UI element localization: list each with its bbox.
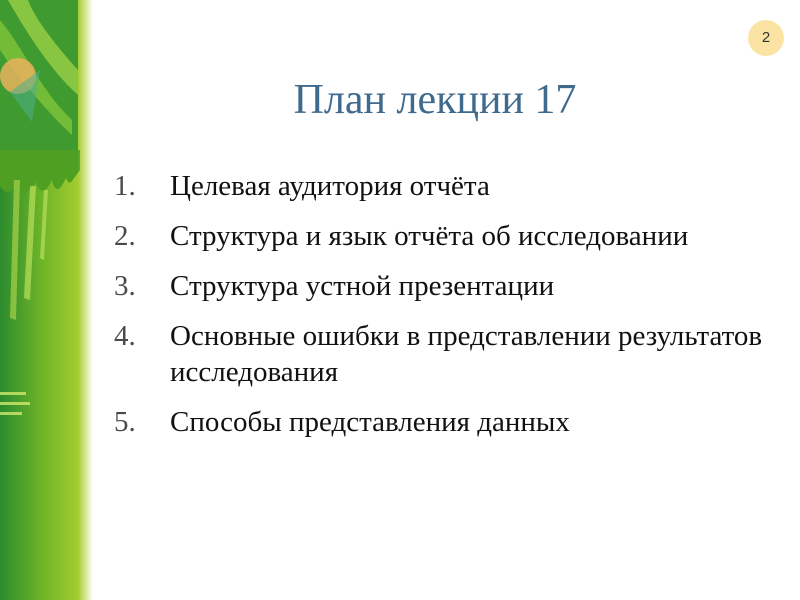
agenda-list <box>114 168 764 454</box>
item-number: 2. <box>114 220 136 252</box>
agenda-item <box>114 318 764 390</box>
item-number: 5. <box>114 406 136 438</box>
green-forest-decoration-icon <box>0 0 92 600</box>
item-number: 3. <box>114 270 136 302</box>
agenda-item <box>114 168 764 204</box>
slide-title: План лекции 17 <box>293 77 577 123</box>
item-text: Основные ошибки в представлении результатов исследования <box>170 320 763 388</box>
page-number-badge: 2 <box>748 20 784 56</box>
item-text: Способы представления данных <box>170 406 570 438</box>
item-text: Структура и язык отчёта об исследовании <box>170 220 689 252</box>
item-number: 1. <box>114 170 136 202</box>
agenda-item <box>114 218 764 254</box>
item-number: 4. <box>114 320 136 352</box>
item-text: Структура устной презентации <box>170 270 555 302</box>
agenda-item <box>114 404 764 440</box>
agenda-item <box>114 268 764 304</box>
item-text: Целевая аудитория отчёта <box>170 170 490 202</box>
